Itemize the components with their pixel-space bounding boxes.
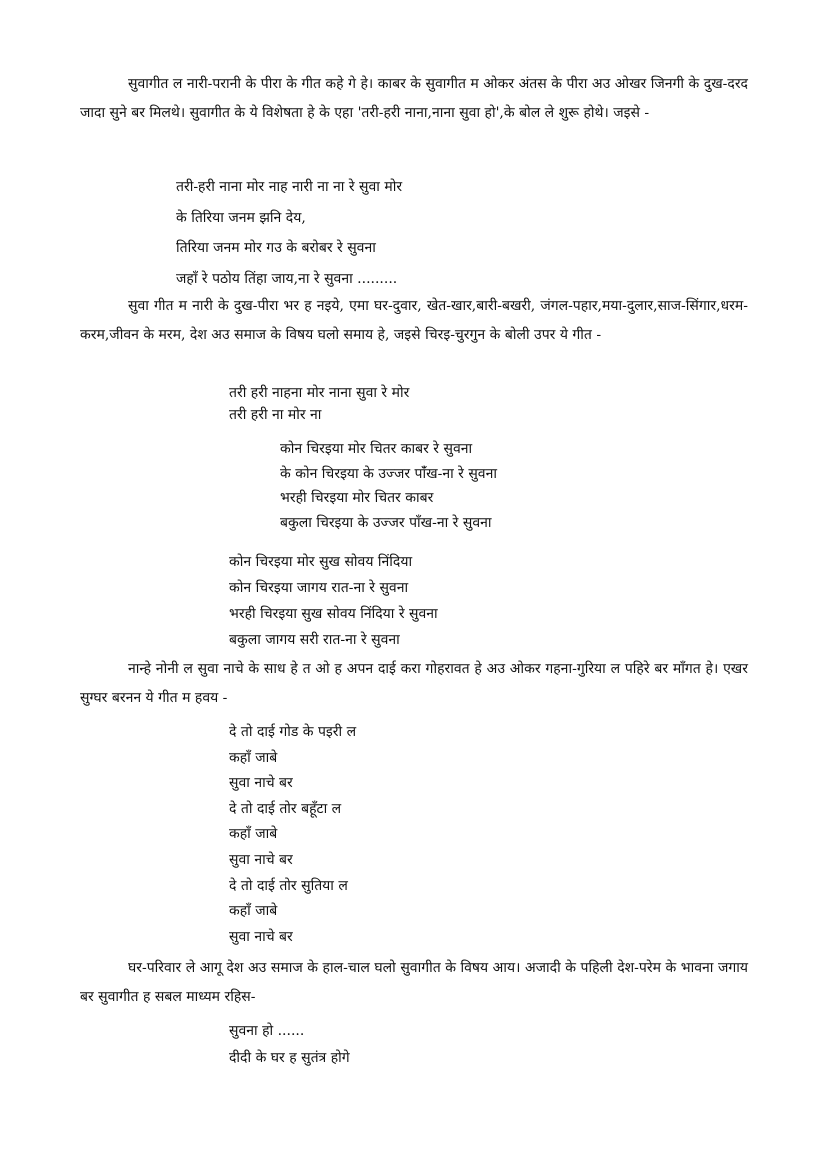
verse-line: कोन चिरइया मोर सुख सोवय निंदिया	[229, 554, 413, 570]
paragraph-girl: नान्हे नोनी ल सुवा नाचे के साध हे त ओ ह अपन दाई करा गोहरावत हे अउ ओकर गहना-गुरिया ल पहिरे बर माँगत हे। एखर सुग्घर बरनन ये गीत म हवय -	[80, 661, 748, 706]
verse-line: कहाँ जाबे	[229, 903, 278, 920]
verse-block-jewellery	[229, 720, 356, 950]
verse-line: कोन चिरइया मोर चितर काबर रे सुवना	[280, 441, 473, 457]
verse-block-freedom	[229, 1018, 350, 1072]
verse-block-sleep	[229, 549, 438, 653]
verse-line: तरी-हरी नाना मोर नाह नारी ना ना रे सुवा मोर	[176, 179, 403, 195]
verse-line: दे तो दाई तोर बहूँटा ल	[229, 800, 342, 817]
verse-block-birds	[280, 437, 497, 535]
verse-block-refrain	[229, 382, 409, 426]
verse-line: बकुला चिरइया के उज्जर पाँख-ना रे सुवना	[280, 514, 492, 531]
verse-line: दे तो दाई तोर सुतिया ल	[229, 877, 348, 894]
verse-line: जहाँ रे पठोय तिंहा जाय,ना रे सुवना .........	[176, 270, 398, 287]
verse-line: सुवा नाचे बर	[229, 775, 293, 792]
verse-line: कहाँ जाबे	[229, 749, 278, 766]
verse-line: कोन चिरइया जागय रात-ना रे सुवना	[229, 580, 409, 596]
paragraph-themes: सुवा गीत म नारी के दुख-पीरा भर ह नइये, एमा घर-दुवार, खेत-खार,बारी-बखरी, जंगल-पहार,मया-दुलार,साज-सिंगार,धरम-करम,जीवन के मरम, देश अउ समाज के विषय घलो समाय हे, जइसे चिरइ-चुरगुन के बोली उपर ये गीत -	[80, 298, 748, 343]
verse-line: भरही चिरइया मोर चितर काबर	[280, 490, 434, 506]
verse-line: दे तो दाई गोड के पइरी ल	[229, 724, 357, 740]
verse-line: सुवा नाचे बर	[229, 928, 293, 945]
verse-line: भरही चिरइया सुख सोवय निंदिया रे सुवना	[229, 606, 438, 622]
verse-block-tari-hari	[176, 172, 402, 294]
verse-line: कहाँ जाबे	[229, 826, 278, 843]
verse-line: तिरिया जनम मोर गउ के बरोबर रे सुवना	[176, 240, 376, 256]
verse-line: तरी हरी ना मोर ना	[229, 407, 322, 423]
verse-line: सुवा नाचे बर	[229, 851, 293, 868]
verse-line: बकुला जागय सरी रात-ना रे सुवना	[229, 632, 400, 648]
verse-line: दीदी के घर ह सुतंत्र होगे	[229, 1050, 350, 1066]
paragraph-nation: घर-परिवार ले आगू देश अउ समाज के हाल-चाल घलो सुवागीत के विषय आय। अजादी के पहिली देश-परेम के भावना जगाय बर सुवागीत ह सबल माध्यम रहिस-	[80, 960, 748, 1005]
paragraph-intro: सुवागीत ल नारी-परानी के पीरा के गीत कहे गे हे। काबर के सुवागीत म ओकर अंतस के पीरा अउ ओखर जिनगी के दुख-दरद जादा सुने बर मिलथे। सुवागीत के ये विशेषता हे के एहा 'तरी-हरी नाना,नाना सुवा हो',के बोल ले शुरू होथे। जइसे -	[80, 76, 748, 121]
verse-line: सुवना हो ......	[229, 1023, 305, 1039]
verse-line: के तिरिया जनम झनि देय,	[176, 209, 306, 226]
verse-line: के कोन चिरइया के उज्जर पांँख-ना रे सुवना	[280, 465, 497, 482]
verse-line: तरी हरी नाहना मोर नाना सुवा रे मोर	[229, 385, 410, 401]
